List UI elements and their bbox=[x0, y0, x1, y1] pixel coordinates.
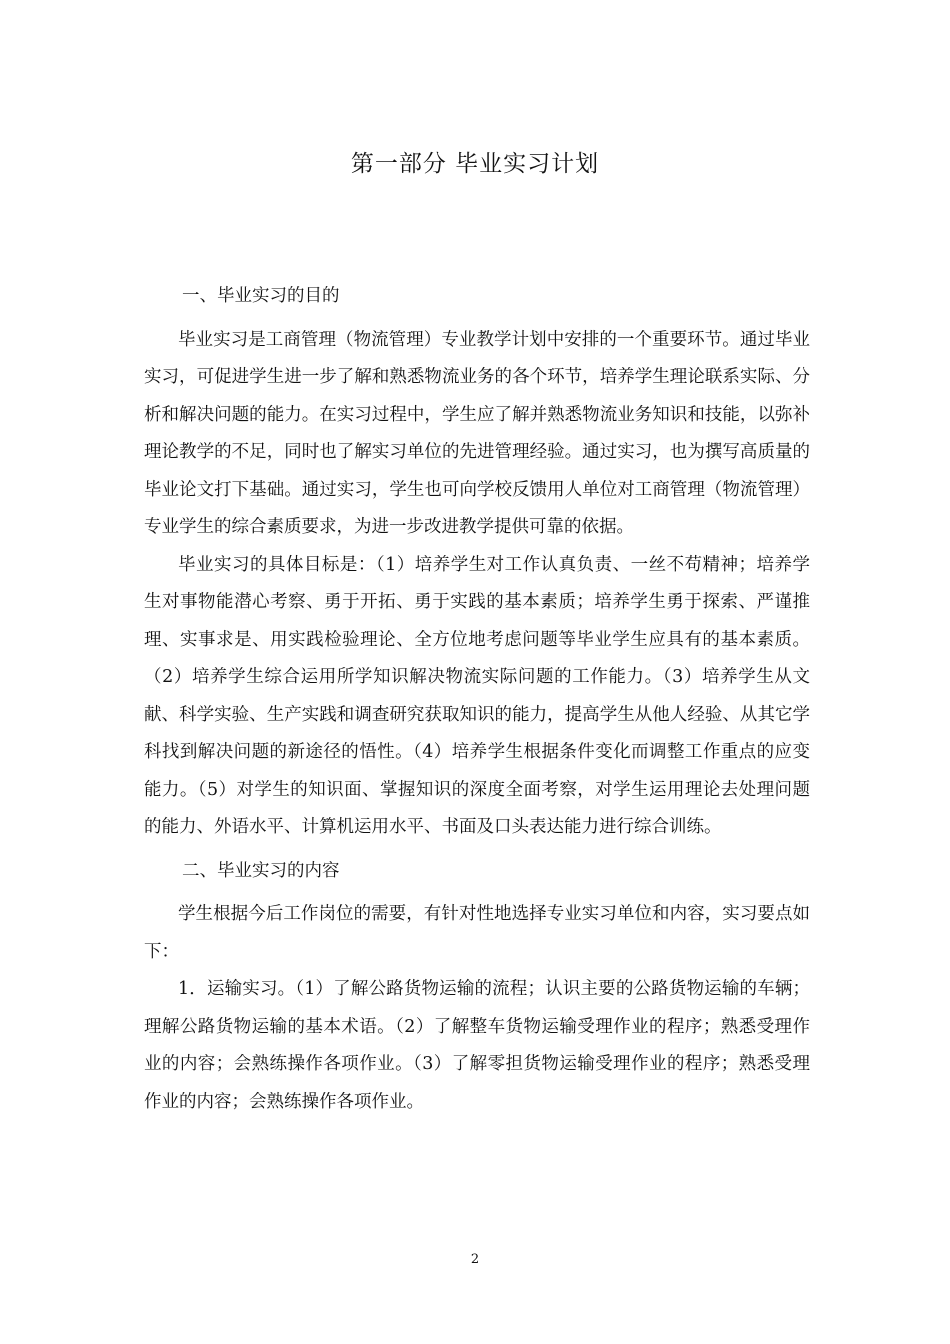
section-heading-content: 二、毕业实习的内容 bbox=[182, 860, 340, 881]
page-title: 第一部分 毕业实习计划 bbox=[350, 151, 600, 177]
page-number: 2 bbox=[470, 1252, 480, 1267]
paragraph-purpose-intro: 毕业实习是工商管理（物流管理）专业教学计划中安排的一个重要环节。通过毕业实习，可促进学生进一步了解和熟悉物流业务的各个环节，培养学生理论联系实际、分析和解决问题的能力。在实习过程中，学生应了解并熟悉物流业务知识和技能，以弥补理论教学的不足，同时也了解实习单位的先进管理经验。通过实习，也为撰写高质量的毕业论文打下基础。通过实习，学生也可向学校反馈用人单位对工商管理（物流管理）专业学生的综合素质要求，为进一步改进教学提供可靠的依据。 bbox=[144, 329, 810, 537]
section-heading-purpose: 一、毕业实习的目的 bbox=[182, 286, 340, 306]
paragraph-transport-practice: 1．运输实习。（1）了解公路货物运输的流程；认识主要的公路货物运输的车辆；理解公路货物运输的基本术语。（2）了解整车货物运输受理作业的程序；熟悉受理作业的内容；会熟练操作各项作业。（3）了解零担货物运输受理作业的程序；熟悉受理作业的内容；会熟练操作各项作业。 bbox=[144, 979, 810, 1112]
paragraph-content-intro: 学生根据今后工作岗位的需要，有针对性地选择专业实习单位和内容，实习要点如下： bbox=[144, 904, 810, 962]
document-body bbox=[144, 278, 810, 1121]
paragraph-purpose-goals: 毕业实习的具体目标是：（1）培养学生对工作认真负责、一丝不苟精神；培养学生对事物能潜心考察、勇于开拓、勇于实践的基本素质；培养学生勇于探索、严谨推理、实事求是、用实践检验理论、全方位地考虑问题等毕业学生应具有的基本素质。（2）培养学生综合运用所学知识解决物流实际问题的工作能力。（3）培养学生从文献、科学实验、生产实践和调查研究获取知识的能力，提高学生从他人经验、从其它学科找到解决问题的新途径的悟性。（4）培养学生根据条件变化而调整工作重点的应变能力。（5）对学生的知识面、掌握知识的深度全面考察，对学生运用理论去处理问题的能力、外语水平、计算机运用水平、书面及口头表达能力进行综合训练。 bbox=[144, 554, 810, 837]
